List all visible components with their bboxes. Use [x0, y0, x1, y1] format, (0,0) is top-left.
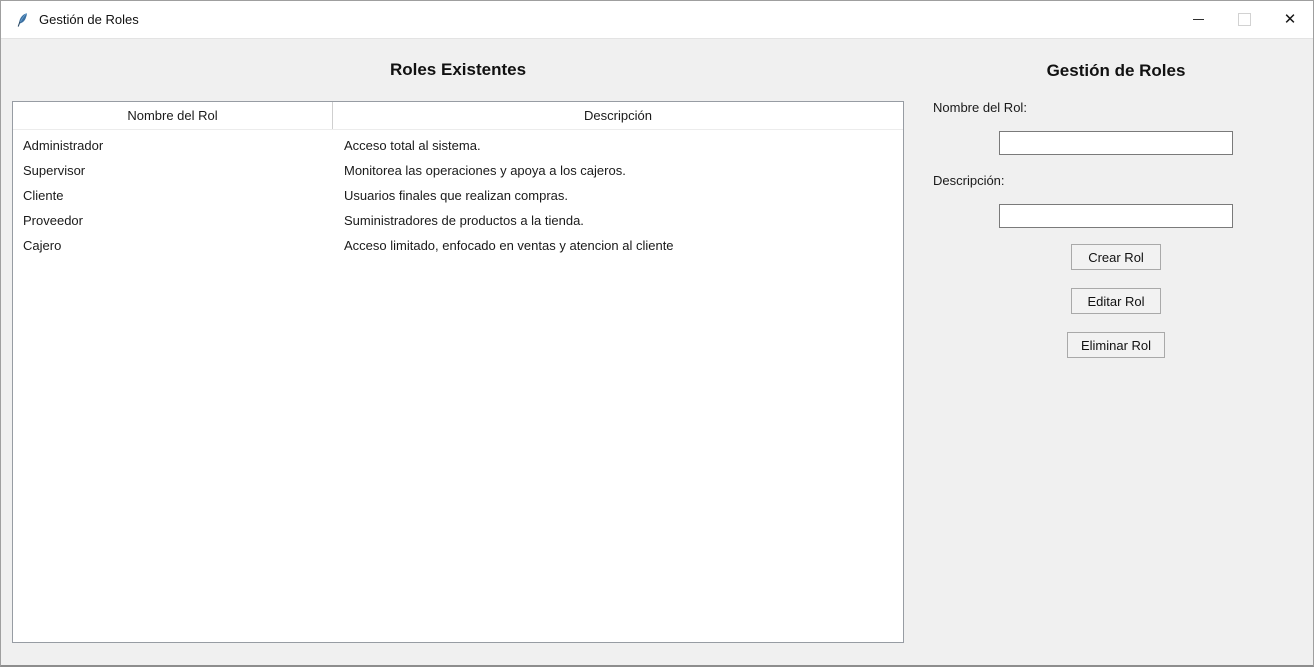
- role-name-cell: Administrador: [23, 138, 104, 153]
- table-row[interactable]: [13, 233, 903, 258]
- role-name-cell: Cliente: [23, 188, 64, 203]
- table-row[interactable]: [13, 183, 903, 208]
- minimize-icon: [1193, 19, 1204, 20]
- descripcion-label: Descripción:: [933, 173, 1005, 188]
- roles-table: [12, 101, 904, 643]
- python-feather-icon: [14, 12, 30, 28]
- maximize-button[interactable]: [1221, 1, 1267, 38]
- nombre-del-rol-label: Nombre del Rol:: [933, 100, 1027, 115]
- window-controls: [1175, 1, 1313, 38]
- descripcion-input[interactable]: [999, 204, 1233, 228]
- roles-existentes-title: Roles Existentes: [389, 60, 527, 79]
- table-header: [13, 102, 903, 130]
- close-icon: ✕: [1283, 11, 1297, 28]
- table-row[interactable]: [13, 133, 903, 158]
- role-form-panel: [921, 39, 1311, 358]
- table-row[interactable]: [13, 208, 903, 233]
- gestion-de-roles-title: Gestión de Roles: [1046, 61, 1186, 80]
- column-header-descripcion[interactable]: Descripción: [584, 108, 652, 123]
- window-content: [1, 39, 1313, 666]
- role-name-cell: Proveedor: [23, 213, 83, 228]
- role-description-cell: Acceso limitado, enfocado en ventas y atencion al cliente: [344, 238, 674, 253]
- table-row[interactable]: [13, 158, 903, 183]
- window-title: Gestión de Roles: [39, 12, 139, 27]
- maximize-icon: [1238, 13, 1251, 26]
- titlebar: [1, 1, 1313, 39]
- role-name-cell: Supervisor: [23, 163, 86, 178]
- role-description-cell: Usuarios finales que realizan compras.: [344, 188, 568, 203]
- column-header-nombre[interactable]: Nombre del Rol: [13, 102, 333, 129]
- editar-rol-button[interactable]: Editar Rol: [1071, 288, 1161, 314]
- role-description-cell: Monitorea las operaciones y apoya a los cajeros.: [344, 163, 626, 178]
- eliminar-rol-button[interactable]: Eliminar Rol: [1067, 332, 1165, 358]
- role-name-cell: Cajero: [23, 238, 62, 253]
- role-description-cell: Suministradores de productos a la tienda.: [344, 213, 584, 228]
- close-button[interactable]: [1267, 1, 1313, 38]
- minimize-button[interactable]: [1175, 1, 1221, 38]
- role-description-cell: Acceso total al sistema.: [344, 138, 481, 153]
- nombre-del-rol-input[interactable]: [999, 131, 1233, 155]
- crear-rol-button[interactable]: Crear Rol: [1071, 244, 1161, 270]
- table-body: [13, 130, 903, 258]
